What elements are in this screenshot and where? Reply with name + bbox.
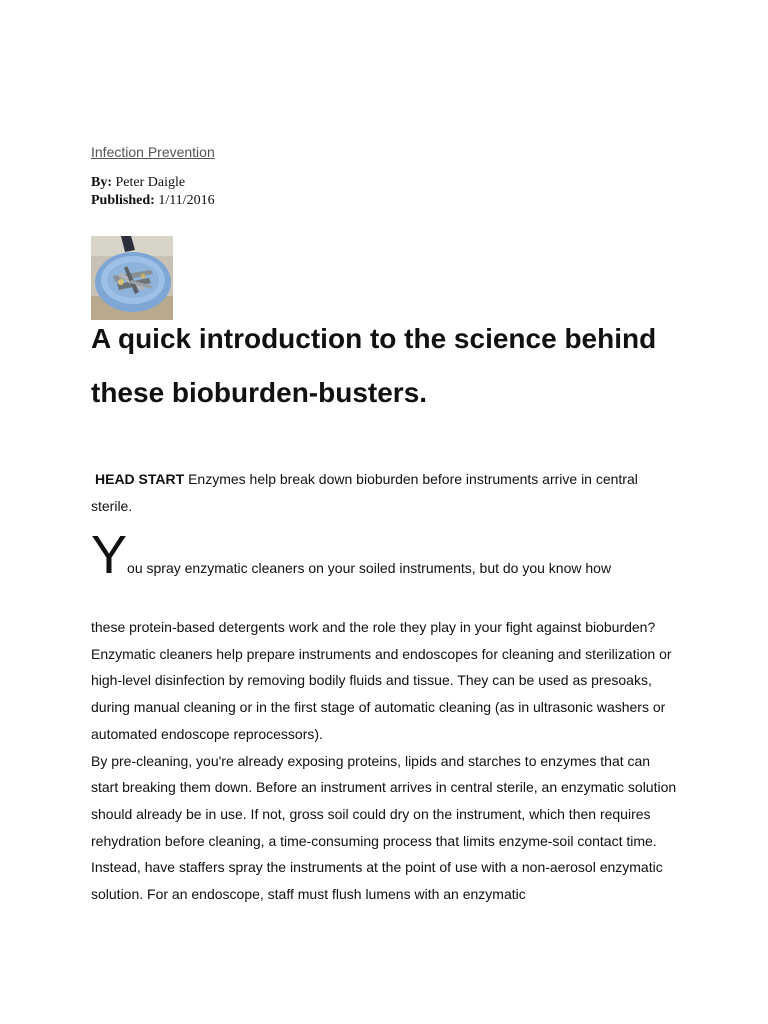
byline-label: By:	[91, 175, 112, 190]
kicker-label: HEAD START	[95, 471, 185, 487]
dropcap-first-line: ou spray enzymatic cleaners on your soiled instruments, but do you know how	[127, 560, 612, 576]
dropcap-paragraph-start	[91, 525, 681, 585]
kicker-text: Enzymes help break down bioburden before instruments arrive in central sterile.	[91, 471, 638, 514]
published-label: Published:	[91, 193, 155, 208]
published-date: 1/11/2016	[158, 193, 215, 208]
body-paragraph: By pre-cleaning, you're already exposing proteins, lipids and starches to enzymes that can start breaking them down. Before an instrument arrives in central sterile, an enzymatic solution should already be in use. If not, gross soil could dry on the instrument, which then requires rehydration before cleaning, a time-consuming process that limits enzyme-soil contact time.	[91, 752, 677, 849]
published-line	[91, 192, 215, 210]
article-headline: A quick introduction to the science behind these bioburden-busters.	[91, 323, 657, 408]
dropcap-letter: Y	[91, 525, 128, 585]
body-paragraph: Instead, have staffers spray the instruments at the point of use with a non-aerosol enzymatic solution. For an endoscope, staff must flush lumens with an enzymatic	[91, 859, 663, 903]
byline	[91, 174, 185, 192]
author-name: Peter Daigle	[115, 175, 186, 190]
kicker	[91, 466, 681, 520]
article-body	[91, 614, 681, 908]
category-link[interactable]: Infection Prevention	[91, 144, 215, 160]
article-thumbnail-image	[91, 236, 173, 320]
body-paragraph: these protein-based detergents work and the role they play in your fight against bioburden? Enzymatic cleaners help prepare instruments and endoscopes for cleaning and sterilization or high-level disinfection by removing bodily fluids and tissue. They can be used as presoaks, during manual cleaning or in the first stage of automatic cleaning (as in ultrasonic washers or automated endoscope reprocessors).	[91, 619, 672, 742]
